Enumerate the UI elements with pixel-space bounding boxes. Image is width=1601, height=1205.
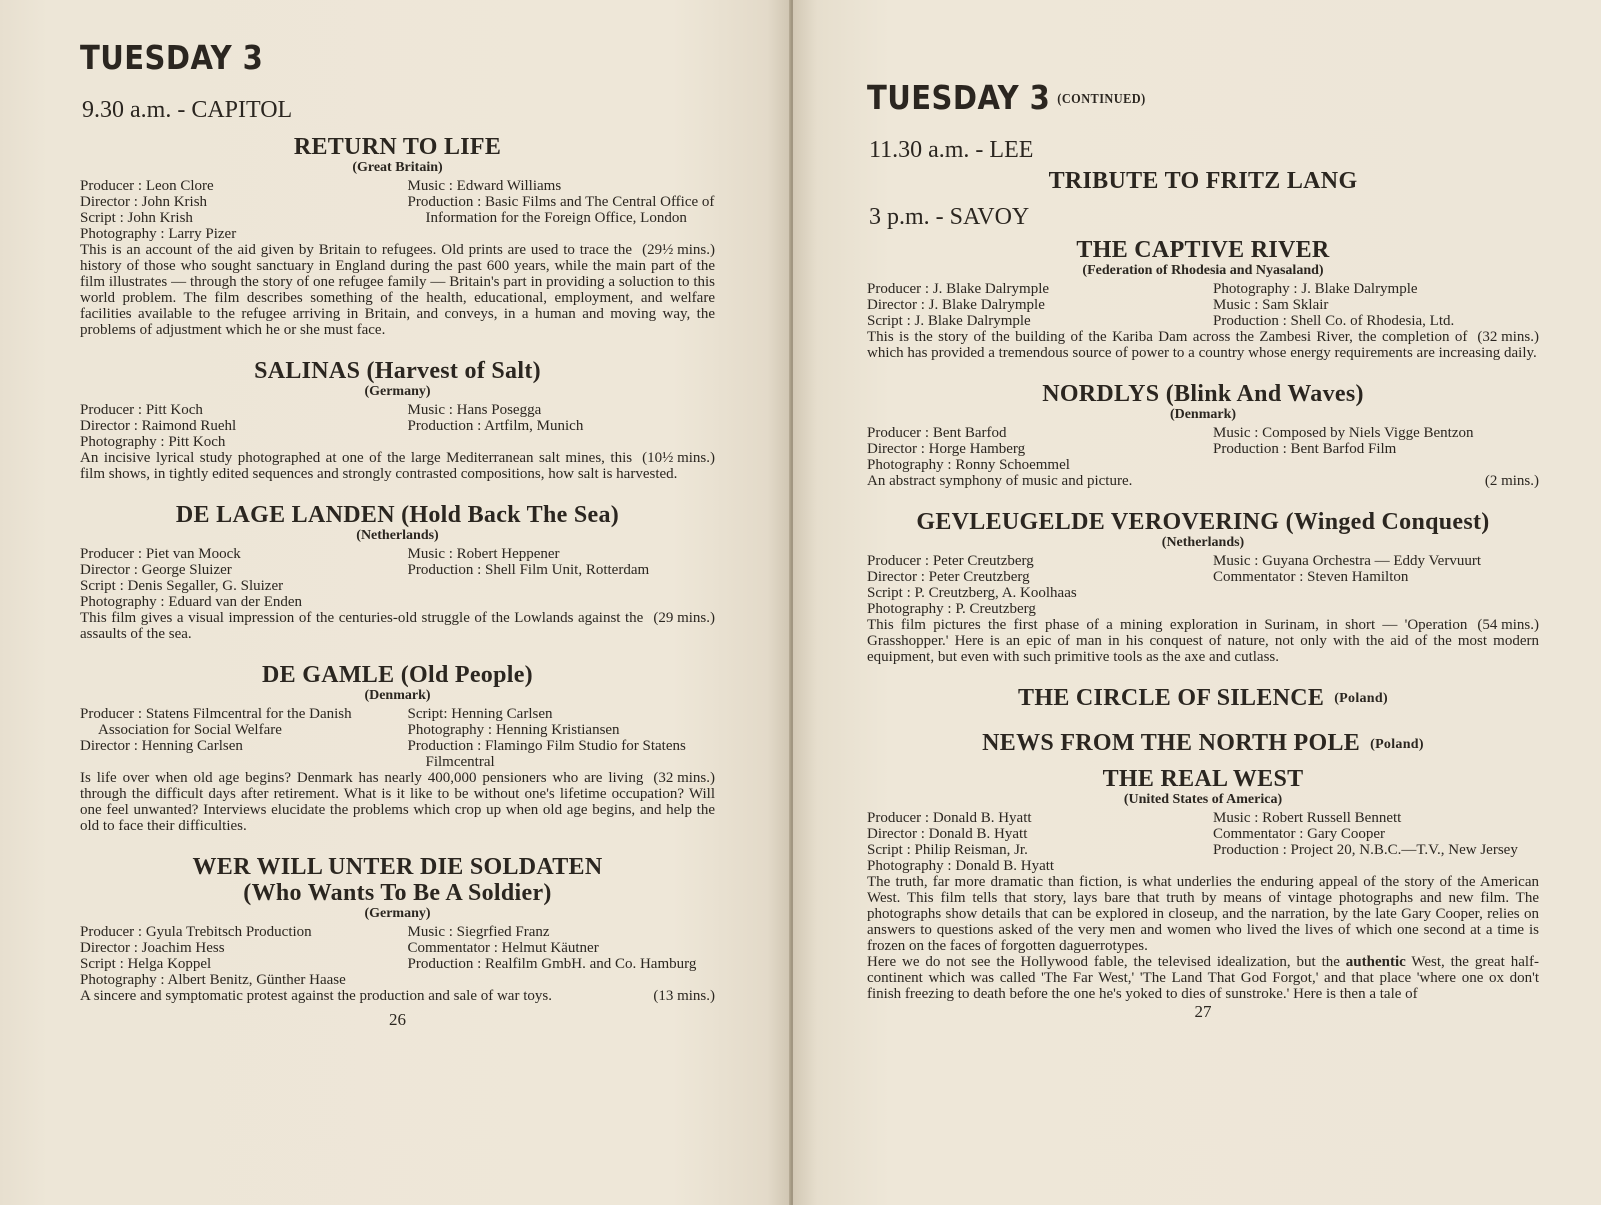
credit-line: Producer : Statens Filmcentral for the Danish Association for Social Welfare [80, 706, 352, 738]
credits-col-1 [80, 924, 388, 988]
description-text: An abstract symphony of music and picture. [867, 473, 1133, 489]
credit-line: Script : Denis Segaller, G. Sluizer [80, 578, 284, 594]
credit-line: Photography : Henning Kristiansen [407, 722, 620, 738]
credit-line: Photography : Pitt Koch [80, 434, 226, 450]
film-entry [80, 662, 715, 834]
credit-line: Producer : Leon Clore [80, 178, 214, 194]
credit-line: Music : Hans Posegga [407, 402, 542, 418]
description-text: Here we do not see the Hollywood fable, the televised idealization, but the [867, 953, 1346, 970]
film-description [80, 770, 715, 834]
credit-line: Director : Peter Creutzberg [867, 569, 1030, 585]
credits-col-2 [408, 178, 716, 242]
film-credits [80, 706, 715, 770]
credits-col-1 [80, 706, 388, 770]
film-entry [80, 358, 715, 482]
film-country: (Great Britain) [352, 160, 443, 175]
film-credits [80, 402, 715, 450]
film-country: (Denmark) [1169, 407, 1237, 422]
film-description [80, 242, 715, 338]
film-title: DE LAGE LANDEN (Hold Back The Sea) [175, 502, 620, 528]
film-title-line [867, 730, 1539, 757]
credit-line: Director : John Krish [80, 194, 208, 210]
description-text: This is the story of the building of the Kariba Dam across the Zambesi River, the completion of which has provided a tremendous source of power to a country whose energy requirements are increasing daily. [867, 329, 1537, 361]
credit-line: Production : Project 20, N.B.C.—T.V., New Jersey [1213, 841, 1518, 858]
film-description: The truth, far more dramatic than fiction, is what underlies the enduring appeal of the story of the American West. This film tells that story, lays bare that truth by means of vintage photographs and new film. The photographs show details that can be explored in closeup, and the narration, by the late Gary Cooper, relies on answers to questions asked of the very men and women who lived the lives of which one second at a time is frozen on the faces of forgotten daguerrotypes. [867, 873, 1539, 954]
description-text: A sincere and symptomatic protest against the production and sale of war toys. [80, 988, 552, 1004]
credit-line: Music : Robert Heppener [407, 546, 560, 562]
credit-line: Script : John Krish [80, 210, 193, 226]
credit-line: Music : Sam Sklair [1213, 297, 1329, 313]
credits-col-1 [80, 178, 388, 242]
film-title: GEVLEUGELDE VEROVERING (Winged Conquest) [916, 509, 1490, 535]
film-country: (Germany) [364, 906, 431, 921]
film-credits [80, 924, 715, 988]
credit-line: Music : Composed by Niels Vigge Bentzon [1213, 425, 1474, 441]
credit-line: Director : Horge Hamberg [867, 441, 1026, 457]
credit-line: Photography : Larry Pizer [80, 226, 237, 242]
continued-label: (CONTINUED) [1057, 91, 1146, 107]
film-country: (Federation of Rhodesia and Nyasaland) [1082, 263, 1324, 278]
credit-line: Script : P. Creutzberg, A. Koolhaas [867, 585, 1077, 601]
film-entry [80, 854, 715, 1004]
credit-line: Director : Donald B. Hyatt [867, 825, 1028, 842]
credit-line: Producer : Bent Barfod [867, 425, 1007, 441]
film-credits [867, 553, 1539, 617]
credit-line: Producer : Piet van Moock [80, 546, 241, 562]
credit-line: Photography : Eduard van der Enden [80, 594, 303, 610]
film-country: (Denmark) [364, 688, 431, 703]
film-title: DE GAMLE (Old People) [262, 662, 533, 688]
film-title: NORDLYS (Blink And Waves) [1042, 381, 1364, 407]
credit-line: Producer : Peter Creutzberg [867, 553, 1034, 569]
film-description-continued [867, 954, 1539, 1002]
film-credits [867, 425, 1539, 473]
credit-line: Production : Basic Films and The Central Office of Information for the Foreign Office, London [407, 194, 715, 226]
film-duration: (13 mins.) [653, 988, 715, 1004]
credits-col-2 [408, 546, 716, 610]
film-title: THE CIRCLE OF SILENCE [1018, 685, 1325, 711]
credit-line: Director : Raimond Ruehl [80, 418, 237, 434]
screening-slot: 11.30 a.m. - LEE [869, 137, 1034, 163]
film-description [80, 610, 715, 642]
credits-col-1 [867, 553, 1193, 617]
description-text: This film gives a visual impression of the centuries-old struggle of the Lowlands against the assaults of the sea. [80, 610, 644, 642]
credits-col-2 [408, 402, 716, 450]
film-description [867, 473, 1539, 489]
film-country: (Netherlands) [1161, 535, 1245, 550]
film-title: THE REAL WEST [1102, 765, 1304, 792]
film-title: RETURN TO LIFE [293, 134, 502, 160]
left-page [0, 0, 791, 1205]
credit-line: Producer : J. Blake Dalrymple [867, 281, 1050, 297]
film-title: WER WILL UNTER DIE SOLDATEN [192, 854, 603, 880]
credit-line: Photography : J. Blake Dalrymple [1213, 281, 1418, 297]
credit-line: Music : Guyana Orchestra — Eddy Vervuurt [1213, 553, 1481, 569]
credits-col-2 [408, 924, 716, 988]
film-duration: (32 mins.) [653, 770, 715, 786]
credit-line: Music : Edward Williams [407, 178, 562, 194]
credit-line: Producer : Donald B. Hyatt [867, 809, 1032, 826]
film-description [867, 329, 1539, 361]
credit-line: Director : Joachim Hess [80, 940, 225, 956]
credit-line: Script: Henning Carlsen [407, 706, 553, 722]
film-description [80, 988, 715, 1004]
credit-line: Director : George Sluizer [80, 562, 232, 578]
description-emphasis: authentic [1345, 953, 1406, 970]
credits-col-2 [1213, 281, 1539, 329]
credit-line: Producer : Pitt Koch [80, 402, 203, 418]
tribute-title: TRIBUTE TO FRITZ LANG [1048, 168, 1358, 194]
film-credits [867, 810, 1539, 874]
credit-line: Production : Shell Co. of Rhodesia, Ltd. [1213, 313, 1455, 329]
day-heading [867, 78, 1458, 117]
film-duration: (29 mins.) [653, 610, 715, 626]
film-description [80, 450, 715, 482]
screening-slot: 3 p.m. - SAVOY [869, 204, 1030, 230]
film-title-line [867, 685, 1539, 712]
film-country: (Germany) [364, 384, 431, 399]
film-country: (Netherlands) [356, 528, 439, 543]
description-text: This film pictures the first phase of a mining exploration in Surinam, in short — 'Operation Grasshopper.' Here is an epic of man in his conquest of nature, not only with the aid of the most modern equipment, but even with such primitive tools as the axe and cutlass. [867, 617, 1539, 665]
film-entry [867, 381, 1539, 489]
film-credits [80, 546, 715, 610]
film-country: (United States of America) [1123, 791, 1283, 807]
description-text: West, the great half-continent which was called 'The Far West,' 'The Land That God Forgot,' and that place 'where one ox don't finish freezing to death before the one he's yoked to dies of sunstroke.' Here is then a tale of [867, 953, 1540, 1002]
film-credits [80, 178, 715, 242]
film-duration: (29½ mins.) [642, 242, 715, 258]
film-country: (Poland) [1334, 691, 1388, 707]
film-entry [867, 237, 1539, 361]
page-number: 27 [1194, 1001, 1212, 1021]
credit-line: Production : Shell Film Unit, Rotterdam [407, 562, 650, 578]
credits-col-2 [1213, 425, 1539, 473]
film-title: NEWS FROM THE NORTH POLE [982, 730, 1361, 757]
page-number: 26 [389, 1010, 406, 1029]
credit-line: Director : J. Blake Dalrymple [867, 297, 1045, 313]
credit-line: Production : Flamingo Film Studio for Statens Filmcentral [407, 738, 686, 770]
credit-line: Commentator : Helmut Käutner [407, 940, 599, 956]
description-text: An incisive lyrical study photographed at one of the large Mediterranean salt mines, this film shows, in tightly edited sequences and strongly contrasted compositions, how salt is harvested. [80, 450, 678, 482]
description-text: Is life over when old age begins? Denmark has nearly 400,000 pensioners who are living through the difficult days after retirement. What is it like to be without one's lifetime occupation? Will one feel unwanted? Interviews elucidate the problems which crop up when old age begins, and help the old to face their difficulties. [80, 770, 715, 834]
film-duration: (32 mins.) [1477, 329, 1539, 345]
film-title: THE CAPTIVE RIVER [1076, 237, 1330, 263]
credit-line: Commentator : Gary Cooper [1213, 825, 1386, 842]
right-page [793, 0, 1601, 1205]
credit-line: Production : Realfilm GmbH. and Co. Hamburg [407, 956, 697, 972]
film-duration: (2 mins.) [1484, 473, 1539, 489]
credit-line: Photography : Donald B. Hyatt [867, 857, 1055, 874]
credit-line: Producer : Gyula Trebitsch Production [80, 924, 312, 940]
credit-line: Photography : P. Creutzberg [867, 601, 1036, 617]
credits-col-2 [1213, 553, 1539, 617]
credits-col-1 [80, 402, 388, 450]
credit-line: Production : Artfilm, Munich [407, 418, 584, 434]
credits-col-1 [867, 425, 1193, 473]
day-heading-text: TUESDAY 3 [867, 78, 1051, 117]
credits-col-2 [408, 706, 716, 770]
film-description [867, 617, 1539, 665]
credits-col-1 [80, 546, 388, 610]
film-title: SALINAS (Harvest of Salt) [254, 358, 541, 384]
description-text: This is an account of the aid given by Britain to refugees. Old prints are used to trace the history of those who sought sanctuary in England during the past 600 years, while the main part of the film illustrates — through the story of one refugee family — Britain's part in providing a soluction to this world problem. The film describes something of the health, educational, employment, and welfare facilities available to the refugee arriving in Britain, and conveys, in a human and moving way, the problems of adjustment which he or she must face. [80, 242, 715, 338]
credit-line: Production : Bent Barfod Film [1213, 441, 1397, 457]
credit-line: Photography : Ronny Schoemmel [867, 457, 1070, 473]
credits-col-1 [867, 281, 1193, 329]
credit-line: Script : Helga Koppel [80, 956, 212, 972]
film-entry [867, 509, 1539, 665]
credits-col-1 [867, 810, 1193, 874]
credit-line: Music : Robert Russell Bennett [1213, 809, 1402, 826]
film-credits [867, 281, 1539, 329]
screening-slot: 9.30 a.m. - CAPITOL [82, 97, 293, 123]
film-subtitle: (Who Wants To Be A Soldier) [243, 880, 552, 906]
credits-col-2 [1213, 810, 1539, 874]
film-duration: (54 mins.) [1477, 617, 1539, 633]
credit-line: Photography : Albert Benitz, Günther Haase [80, 972, 346, 988]
film-duration: (10½ mins.) [642, 450, 715, 466]
credit-line: Commentator : Steven Hamilton [1213, 569, 1409, 585]
film-country: (Poland) [1370, 736, 1424, 752]
day-heading: TUESDAY 3 [80, 38, 264, 77]
credit-line: Music : Siegrfied Franz [407, 924, 550, 940]
credit-line: Script : J. Blake Dalrymple [867, 313, 1031, 329]
credit-line: Director : Henning Carlsen [80, 738, 243, 754]
film-entry [80, 134, 715, 338]
credit-line: Script : Philip Reisman, Jr. [867, 841, 1028, 858]
film-entry [80, 502, 715, 642]
film-entry [867, 766, 1539, 1002]
